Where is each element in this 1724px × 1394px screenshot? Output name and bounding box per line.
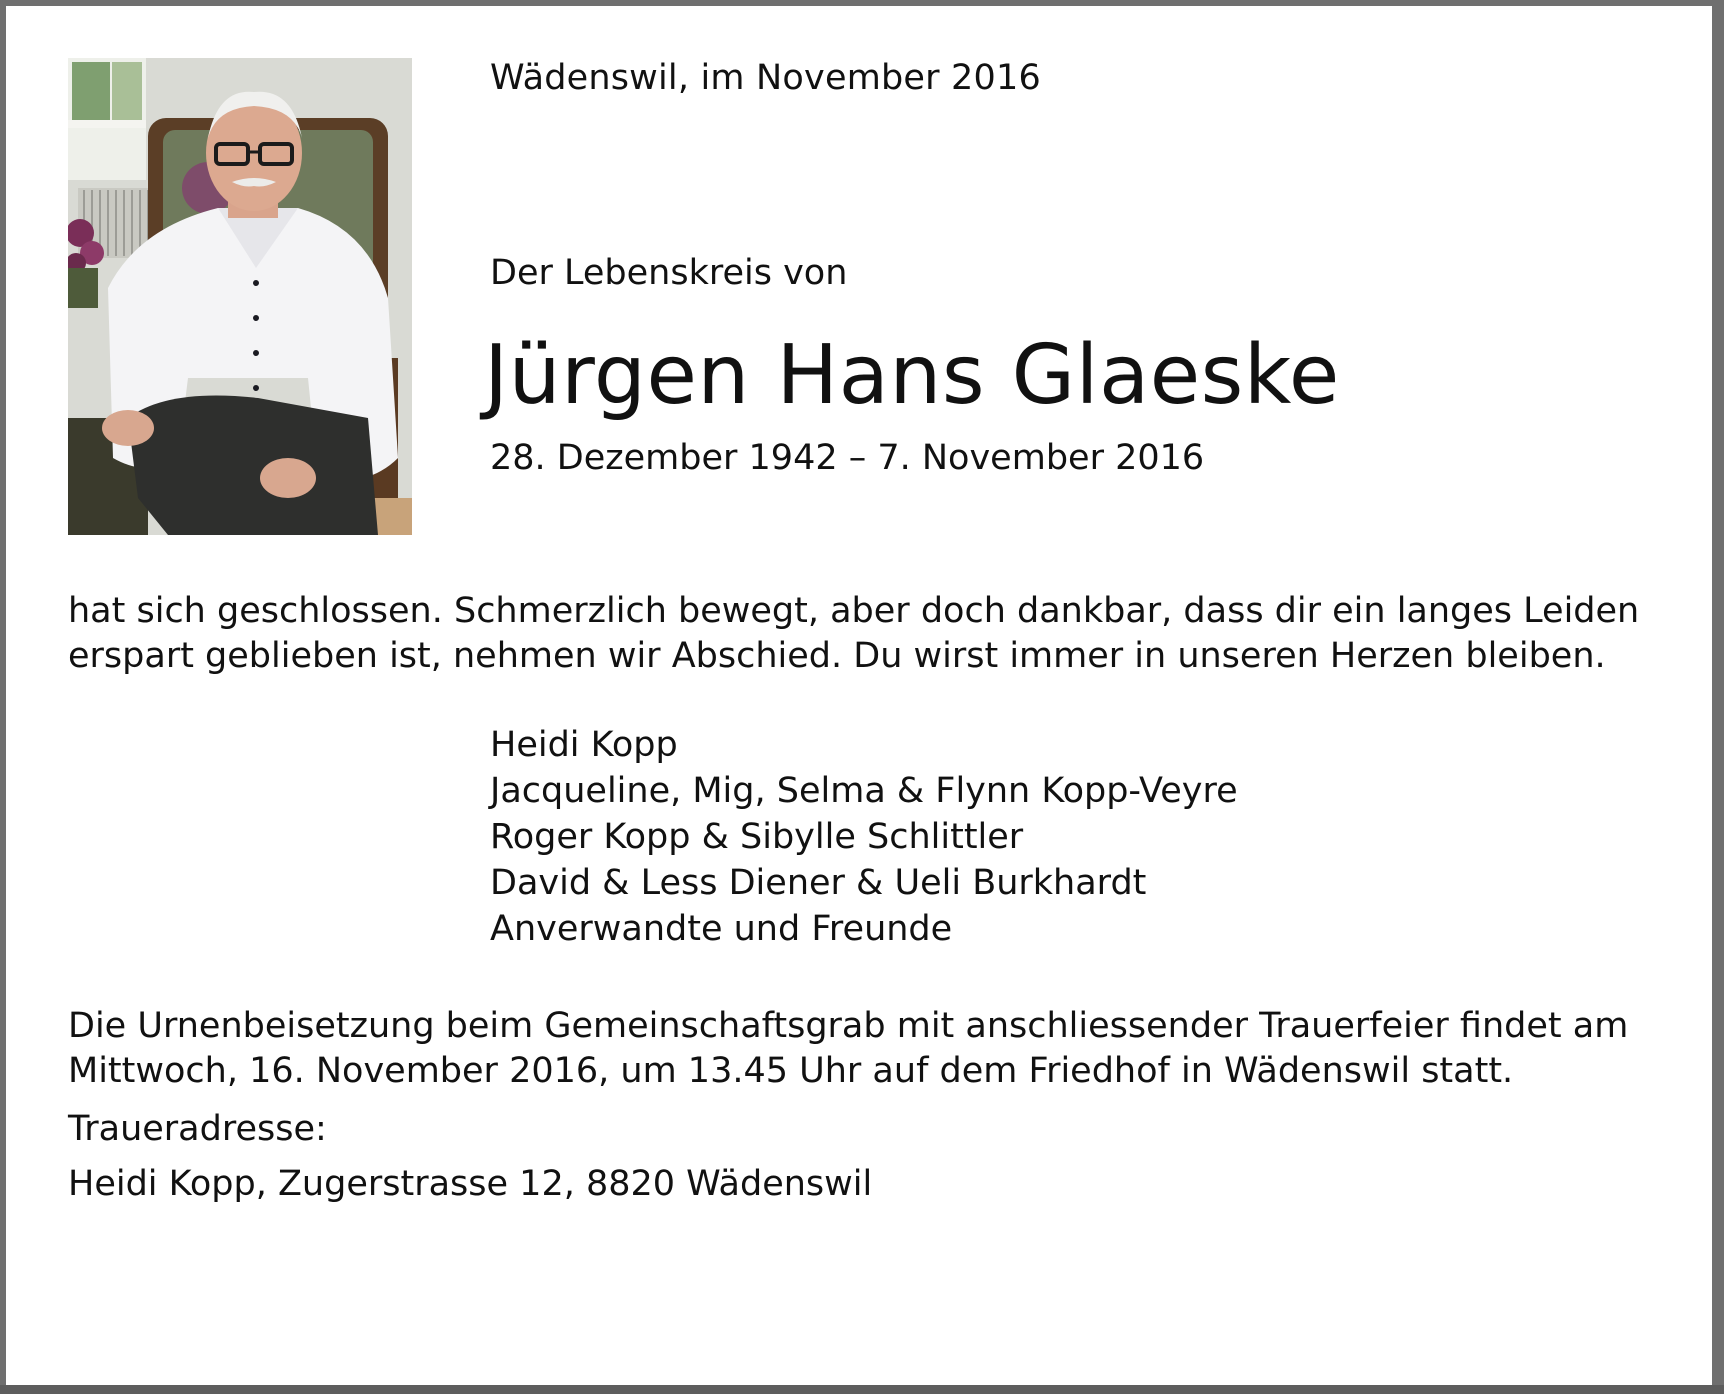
page-edge-shadow — [0, 1385, 1724, 1394]
intro-text: Der Lebenskreis von — [490, 253, 848, 293]
mourner-item: Anverwandte und Freunde — [490, 909, 953, 949]
farewell-message: hat sich geschlossen. Schmerzlich bewegt, aber doch dankbar, dass dir ein langes Leiden erspart geblieben ist, nehmen wir Abschied. Du wirst immer in unseren Herzen bleiben. — [68, 591, 1640, 676]
ceremony-details: Die Urnenbeisetzung beim Gemeinschaftsgrab mit anschliessender Trauerfeier findet am Mittwoch, 16. November 2016, um 13.45 Uhr auf dem Friedhof in Wädenswil statt. — [68, 1006, 1629, 1091]
place-date: Wädenswil, im November 2016 — [490, 58, 1041, 98]
mourners-list — [490, 722, 1238, 952]
address-label: Traueradresse: — [68, 1109, 327, 1149]
mourner-item: Roger Kopp & Sibylle Schlittler — [490, 817, 1024, 857]
lifespan-dates: 28. Dezember 1942 – 7. November 2016 — [490, 438, 1205, 478]
obituary-notice — [6, 6, 1712, 1385]
portrait-photo-illustration — [68, 58, 412, 535]
mourner-item: David & Less Diener & Ueli Burkhardt — [490, 863, 1147, 903]
mourning-address: Heidi Kopp, Zugerstrasse 12, 8820 Wädenswil — [68, 1164, 873, 1204]
deceased-name: Jürgen Hans Glaeske — [484, 328, 1340, 423]
portrait-photo — [68, 58, 412, 535]
mourner-item: Heidi Kopp — [490, 725, 678, 765]
mourner-item: Jacqueline, Mig, Selma & Flynn Kopp-Veyre — [490, 771, 1238, 811]
